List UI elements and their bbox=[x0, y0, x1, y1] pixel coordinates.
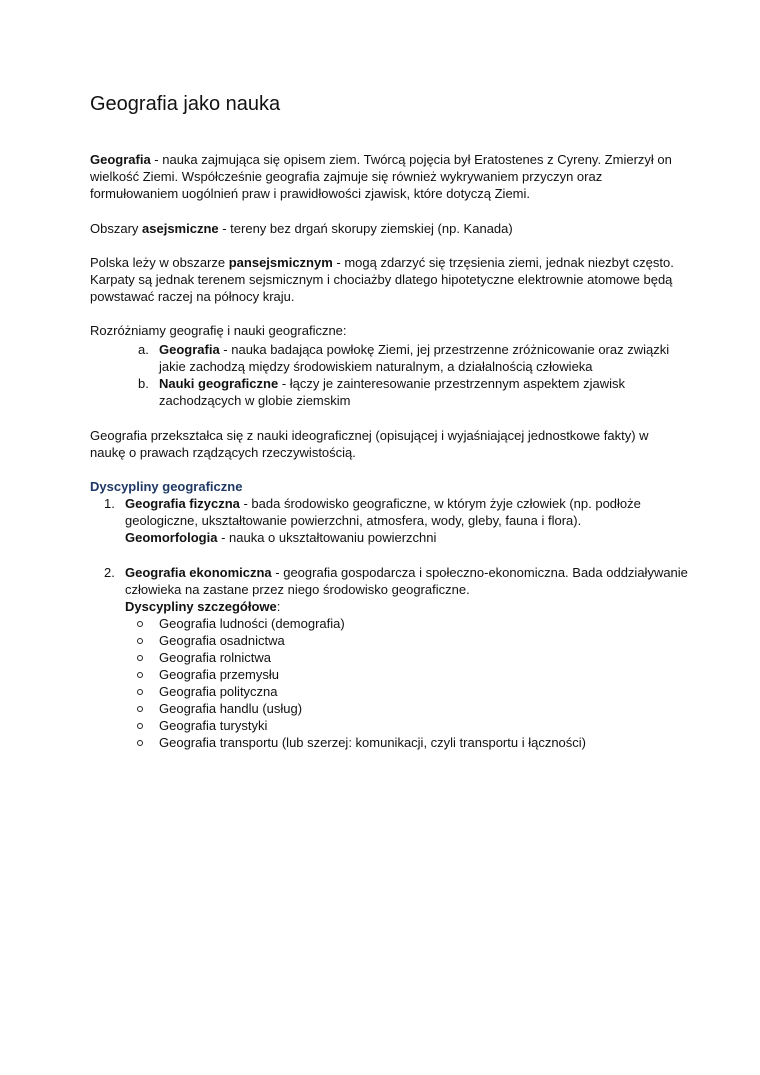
circle-bullet-icon bbox=[137, 672, 143, 678]
pansejsmic-term: pansejsmicznym bbox=[228, 255, 333, 270]
list-item: Geografia transportu (lub szerzej: komunikacji, czyli transportu i łączności) bbox=[159, 735, 587, 750]
aseismic-paragraph: Obszary asejsmiczne - tereny bez drgań skorupy ziemskiej (np. Kanada) bbox=[90, 221, 513, 236]
circle-bullet-icon bbox=[137, 621, 143, 627]
intro-line-3: formułowaniem uogólnień praw i prawidłowości zjawisk, które dotyczą Ziemi. bbox=[90, 186, 531, 201]
circle-bullet-icon bbox=[137, 638, 143, 644]
disciplines-heading: Dyscypliny geograficzne bbox=[90, 479, 243, 494]
circle-bullet-icon bbox=[137, 723, 143, 729]
list-marker: b. bbox=[138, 376, 149, 391]
list-item-nauki: Nauki geograficzne - łączy je zainteresowanie przestrzennym aspektem zjawisk zachodzących w globie ziemskim bbox=[159, 376, 626, 408]
transform-paragraph: Geografia przekształca się z nauki ideograficznej (opisującej i wyjaśniającej jednostkowe fakty) w naukę o prawach rządzących rzeczywistością. bbox=[90, 428, 649, 460]
list-item: Geografia polityczna bbox=[159, 684, 278, 699]
list-item: Geografia przemysłu bbox=[159, 667, 279, 682]
circle-bullet-icon bbox=[137, 655, 143, 661]
page-title: Geografia jako nauka bbox=[90, 93, 281, 115]
list-item: Geografia handlu (usług) bbox=[159, 701, 303, 716]
discipline-physical: Geografia fizyczna - bada środowisko geograficzne, w którym żyje człowiek (np. podłoże geologiczne, ukształtowanie powierzchni, atmosfera, wody, gleby, fauna i flora). Geomorfologia - nauka o ukształtowaniu powierzchni bbox=[125, 496, 641, 545]
list-item: Geografia osadnictwa bbox=[159, 633, 285, 648]
list-item: Geografia ludności (demografia) bbox=[159, 616, 345, 631]
circle-bullet-icon bbox=[137, 706, 143, 712]
intro-line-1: Geografia - nauka zajmująca się opisem ziem. Twórcą pojęcia był Eratostenes z Cyreny. Zmierzył on bbox=[90, 152, 672, 167]
intro-paragraph bbox=[90, 151, 690, 202]
discipline-economic: Geografia ekonomiczna - geografia gospodarcza i społeczno-ekonomiczna. Bada oddziaływanie człowieka na zastane przez niego środowisko geograficzne. Dyscypliny szczegółowe: bbox=[125, 565, 688, 614]
circle-bullet-icon bbox=[137, 740, 143, 746]
list-marker: 2. bbox=[104, 565, 115, 580]
list-item: Geografia turystyki bbox=[159, 718, 268, 733]
list-item: Geografia rolnictwa bbox=[159, 650, 271, 665]
circle-bullet-icon bbox=[137, 689, 143, 695]
distinction-intro: Rozróżniamy geografię i nauki geograficzne: bbox=[90, 323, 347, 338]
poland-paragraph: Polska leży w obszarze pansejsmicznym - mogą zdarzyć się trzęsienia ziemi, jednak niezbyt często. Karpaty są jednak terenem sejsmicznym i chociażby dlatego hipotetyczne elektrownie atomowe będą powstawać raczej na północy kraju. bbox=[90, 255, 674, 304]
list-item-geografia: Geografia - nauka badająca powłokę Ziemi, jej przestrzenne zróżnicowanie oraz związki jakie zachodzą między środowiskiem naturalnym, a działalnością człowieka bbox=[159, 342, 670, 374]
list-marker: a. bbox=[138, 342, 149, 357]
intro-term: Geografia bbox=[90, 152, 151, 167]
list-marker: 1. bbox=[104, 496, 115, 511]
aseismic-term: asejsmiczne bbox=[142, 221, 219, 236]
intro-line-2: wielkość Ziemi. Współcześnie geografia zajmuje się również wykrywaniem przyczyn oraz bbox=[90, 169, 603, 184]
